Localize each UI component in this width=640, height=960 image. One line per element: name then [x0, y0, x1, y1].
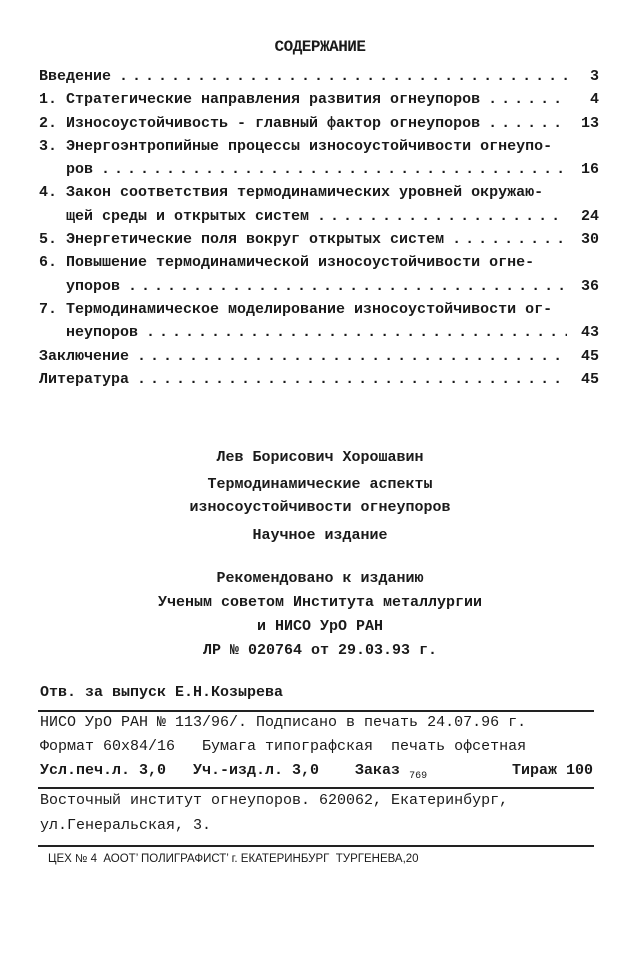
publisher-address-line2: ул.Генеральская, 3.	[40, 817, 212, 834]
table-of-contents	[39, 68, 599, 394]
print-run: Тираж 100	[511, 762, 593, 779]
toc-entry-title: 1. Стратегические направления развития огнеупоров	[39, 91, 481, 109]
order-number: 769	[409, 771, 428, 782]
toc-page-number: 3	[589, 68, 599, 85]
divider	[38, 787, 594, 789]
toc-entry-title: 5. Энергетические поля вокруг открытых систем	[39, 231, 445, 249]
dot-leader	[488, 115, 567, 133]
contents-title: СОДЕРЖАНИЕ	[274, 38, 366, 56]
signed-to-print: НИСО УрО РАН № 113/96/. Подписано в печать 24.07.96 г.	[40, 714, 527, 731]
printer-info: ЦЕХ № 4 АООТ’ ПОЛИГРАФИСТ’ г. ЕКАТЕРИНБУРГ ТУРГЕНЕВА,20	[48, 853, 419, 865]
recommendation-line2: Ученым советом Института металлургии	[157, 594, 483, 611]
toc-entry-title: 4. Закон соответствия термодинамических уровней окружаю-	[39, 184, 544, 202]
book-title-line1: Термодинамические аспекты	[207, 476, 433, 493]
toc-entry-4	[39, 184, 599, 207]
toc-page-number: 16	[580, 161, 599, 179]
toc-page-number: 13	[580, 114, 599, 132]
toc-page-number: 45	[580, 347, 599, 365]
toc-entry-5	[39, 231, 599, 254]
toc-entry-title: Заключение	[39, 347, 130, 365]
toc-entry-3-cont	[39, 161, 599, 184]
dot-leader	[137, 348, 567, 366]
toc-entry-6	[39, 254, 599, 277]
dot-leader	[317, 208, 567, 226]
toc-entry-title-cont: щей среды и открытых систем	[66, 207, 310, 225]
toc-page-number: 43	[580, 324, 599, 342]
toc-entry-title: 3. Энергоэнтропийные процессы износоустойчивости огнеупо-	[39, 137, 553, 155]
book-title-line2: износоустойчивости огнеупоров	[189, 499, 451, 516]
toc-page-number: 4	[589, 91, 599, 109]
divider	[38, 710, 594, 712]
toc-entry-7	[39, 301, 599, 324]
sheets-value: Усл.печ.л. 3,0 Уч.-изд.л. 3,0	[40, 762, 320, 779]
toc-entry-3	[39, 138, 599, 161]
toc-entry-title: Литература	[39, 370, 130, 388]
toc-entry-1	[39, 91, 599, 114]
dot-leader	[452, 231, 567, 249]
recommendation-line1: Рекомендовано к изданию	[216, 570, 424, 587]
toc-entry-6-cont	[39, 278, 599, 301]
publisher-address-line1: Восточный институт огнеупоров. 620062, Екатеринбург,	[40, 792, 509, 809]
toc-entry-2	[39, 115, 599, 138]
toc-entry-title: 7. Термодинамическое моделирование износоустойчивости ог-	[39, 300, 553, 318]
toc-entry-literature	[39, 371, 599, 394]
toc-entry-4-cont	[39, 208, 599, 231]
toc-page-number: 30	[580, 231, 599, 249]
license-number: ЛР № 020764 от 29.03.93 г.	[202, 642, 438, 659]
dot-leader	[488, 91, 567, 109]
dot-leader	[119, 68, 567, 86]
author-name: Лев Борисович Хорошавин	[216, 449, 424, 466]
print-sheets	[40, 762, 427, 782]
format-paper: Формат 60x84/16 Бумага типографская печать офсетная	[40, 738, 527, 755]
divider	[38, 845, 594, 847]
dot-leader	[137, 371, 567, 389]
recommendation-line3: и НИСО УрО РАН	[256, 618, 384, 635]
dot-leader	[146, 324, 567, 342]
toc-entry-title: Введение	[39, 68, 112, 85]
toc-page-number: 36	[580, 277, 599, 295]
toc-entry-title: 2. Износоустойчивость - главный фактор огнеупоров	[39, 114, 481, 132]
toc-entry-title-cont: неупоров	[66, 324, 139, 342]
toc-page-number: 45	[580, 370, 599, 388]
toc-entry-introduction	[39, 68, 599, 91]
responsible-editor: Отв. за выпуск Е.Н.Козырева	[40, 684, 284, 701]
toc-entry-7-cont	[39, 324, 599, 347]
edition-type: Научное издание	[252, 527, 388, 544]
toc-entry-title-cont: упоров	[66, 277, 121, 295]
toc-entry-title-cont: ров	[66, 161, 94, 179]
order-label: Заказ	[355, 762, 401, 779]
toc-entry-conclusion	[39, 348, 599, 371]
dot-leader	[101, 161, 567, 179]
dot-leader	[128, 278, 567, 296]
toc-page-number: 24	[580, 207, 599, 225]
toc-entry-title: 6. Повышение термодинамической износоустойчивости огне-	[39, 254, 535, 272]
